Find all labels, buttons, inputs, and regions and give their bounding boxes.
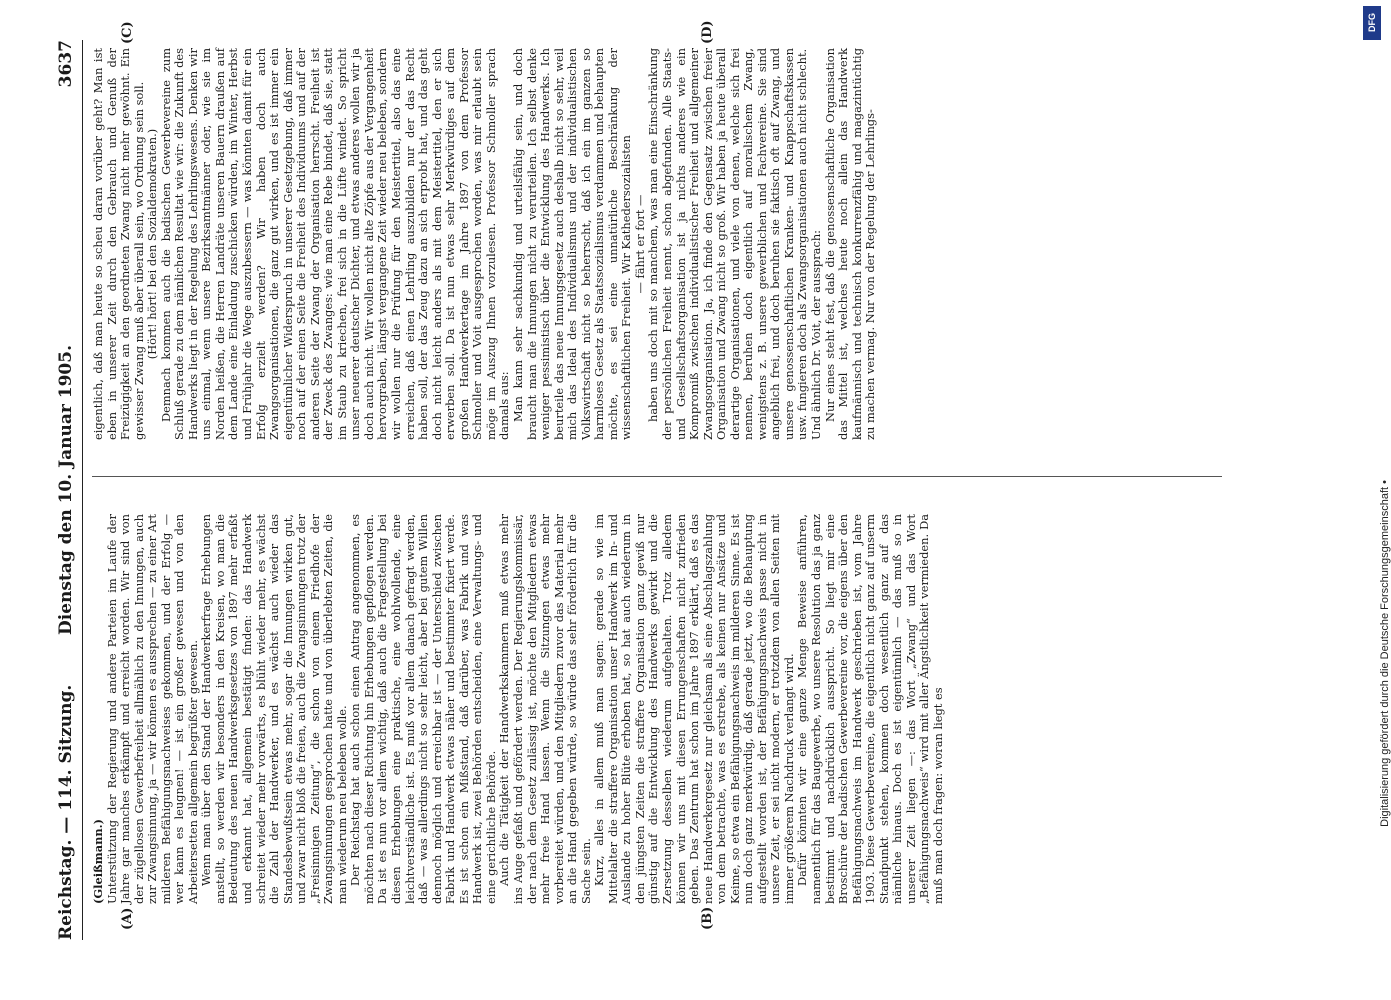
right-text-column: [92, 48, 1222, 440]
paragraph: Auch die Tätigkeit der Handwerkskammern muß etwas mehr ins Auge gefaßt und gefördert werden. Der Regierungskommissär, der nach dem Gesetz zulässig ist, möchte den Mitgliedern etwas mehr freie Hand lassen. Wenn die Sitzungen etwas mehr vorbereitet würden, und den Mitgliedern zuvor das Material mehr an die Hand gegeben würde, so würde das sehr förderlich für die Sache sein.: [497, 514, 593, 904]
margin-marker-c: (C): [120, 21, 135, 44]
page-header: [48, 40, 83, 940]
paragraph: eigentlich, daß man heute so scheu daran vorüber geht? Man ist eben in unserer Zeit durch den Gebrauch und Genuß der Freizügigkeit an den geordneten Zwang nicht mehr gewöhnt. Ein gewisser Zwang muß aber überall sein, wo Ordnung sein soll.: [91, 48, 146, 440]
quotation: Nur eines steht fest, daß die genossenschaftliche Organisation das Mittel ist, welches heute noch allein das Handwerk kaufmännisch und technisch konkurrenzfähig und magazintüchtig zu machen vermag. Nur von der Regelung der Lehrlings-: [822, 48, 878, 440]
paragraph: Und ähnlich Dr. Voit, der aussprach:: [808, 230, 823, 440]
margin-marker-d: (D): [700, 20, 715, 44]
paragraph: Unterstützung der Regierung und andere Parteien im Laufe der Jahre gar manches erkämpft und erreicht worden. Wir sind von der zügellosen Gewerbefreiheit allmählich zu den Innungen, auch zur Zwangsinnung, ja — wir können es aussprechen — zu einer Art milderen Befähigungsnachweises gekommen, und der Erfolg — wer kann es leugnen! — ist ein großer gewesen und von den Arbeitersetten allgemein begrüßter gewesen.: [104, 514, 200, 904]
digitization-sidebar: [1357, 0, 1391, 1000]
left-text-column: [92, 514, 1222, 904]
paragraph: Kurz, alles in allem muß man sagen: gerade so wie im Mittelalter die straffere Organisation unser Handwerk im In- und Auslande zu hoher Blüte erhoben hat, so hat auch wiederum in den jüngsten Zeiten die straffere Organisation ganz gewiß nur günstig auf die Entwicklung des Handwerks gewirkt und die Zersetzung desselben wiederum aufgehalten. Trotz alledem können wir uns mit diesen Errungenschaften nicht zufrieden geben. Das Zentrum hat schon im Jahre 1897 erklärt, daß es das neue Handwerkergesetz nur gleichsam als eine Abschlagszahlung von dem betrachte, was es erstrebe, als keinen nur Ansätze und Keime, so etwa ein Befähigungsnachweis im milderen Sinne. Es ist nun doch ganz merkwürdig, daß gerade jetzt, wo die Behauptung aufgestellt worden ist, der Befähigungsnachweis passe nicht in unsere Zeit, er sei nicht modern, er trotzdem von allen Seiten mit immer größerem Nachdruck verlangt wird.: [592, 514, 796, 904]
header-date: Dienstag den 10. Januar 1905.: [56, 345, 76, 635]
paragraph: Demnach kommen auch die badischen Gewerbevereine zum Schluß gerade zu dem nämlichen Resultat wie wir: die Zukunft des Handwerks liegt in der Regelung des Lehrlingswesens. Denken wir uns einmal, wenn unsere Bezirksamtmänner oder, wie sie im Norden heißen, die Herren Landräte unseren Bauern draußen auf dem Lande eine Einladung zuschicken würden, im Winter, Herbst und Frühjahr die Wege auszubessern — was könnten damit für ein Erfolg erzielt werden? Wir haben doch auch Zwangsorganisationen, die ganz gut wirken, und es ist immer ein eigentümlicher Widerspruch in unserer Gesetzgebung, daß immer noch auf der einen Seite die Freiheit des Individuums und auf der anderen Seite der Zwang der Organisation herrscht. Freiheit ist der Zweck des Zwanges: wie man eine Rebe bindet, daß sie, statt im Staub zu kriechen, frei sich in die Lüfte windet. So spricht unser neuerer deutscher Dichter, und etwas anderes wollen wir ja doch auch nicht. Wir wollen nicht alte Zöpfe aus der Vergangenheit hervorgraben, längst vergangene Zeit wieder neu beleben, sondern wir wollen nur die Prüfung für den Meistertitel, also das eine erreichen, daß einen Lehrling auszubilden nur der das Recht haben soll, der das Zeug dazu an sich erprobt hat, und das geht doch nicht leicht anders als mit dem Meistertitel, den er sich erwerben soll. Da ist nun etwas sehr Merkwürdiges auf dem großen Handwerkertage im Jahre 1897 von dem Professor Schmoller und Voit ausgesprochen worden, was mir erlaubt sein möge im Auszug Ihnen vorzulesen. Professor Schmoller sprach damals aus:: [158, 48, 512, 440]
column-divider: [92, 476, 1222, 477]
speaker-name: (Gleißmann.): [91, 818, 105, 904]
quotation: haben uns doch mit so manchem, was man eine Einschränkung der persönlichen Freiheit nennt, schon abgefunden. Alle Staats- und Gesellschaftsorganisation ist ja nichts anderes wie ein Kompromiß zwischen individualistischer Freiheit und allgemeiner Zwangsorganisation. Ja, ich finde den Gegensatz zwischen freier Organisation und Zwang nicht so groß. Wir haben ja heute überall derartige Organisationen, und viele von denen, welche sich frei nennen, beruhen doch eigentlich auf moralischem Zwang, wenigstens z. B. unsere gewerblichen und Fachvereine. Sie sind angeblich frei, und doch beruhen sie faktisch oft auf Zwang, und unsere genossenschaftlichen Kranken- und Knappschaftskassen usw. fungieren doch als Zwangsorganisationen auch nicht schlecht.: [646, 48, 810, 440]
digitization-note: Digitalisierung gefördert durch die Deutsche Forschungsgemeinschaft •: [1379, 480, 1391, 827]
header-session-title: Reichstag. — 114. Sitzung.: [56, 684, 76, 940]
dfg-logo: DFG: [1363, 6, 1381, 40]
interjection: — fährt er fort —: [632, 194, 647, 294]
margin-marker-a: (A): [120, 907, 135, 930]
paragraph: Wenn man über den Stand der Handwerkerfrage Erhebungen anstellt, so werden wir besonders in den Kreisen, wo man die Bedeutung des neuen Handwerksgesetzes von 1897 mehr erfaßt und erkannt hat, allgemein bestätigt finden: das Handwerk schreitet wieder mehr vorwärts, es blüht wieder mehr, es wächst die Zahl der Handwerker, und es wächst auch wieder das Standesbewußtsein etwas mehr, sogar die Innungen wirken gut, und zwar nicht bloß die freien, auch die Zwangsinnungen trotz der „Freisinnigen Zeitung“, die schon von einem Friedhofe der Zwangsinnungen gesprochen hatte und von überlebten Zeiten, die man wiederum neu beleben wolle.: [199, 514, 349, 904]
header-page-number: 3637: [56, 40, 76, 88]
quotation: Man kann sehr sachkundig und urteilsfähig sein, und doch braucht man die Innungen nicht zu verurteilen. Ich selbst denke weniger pessimistisch über die Entwicklung des Handwerks. Ich beurteile das neue Innungsgesetz auch deshalb nicht so sehr, weil mich das Ideal des Individualismus und der individualistischen Volkswirtschaft nicht so beherrscht, daß ich ein im ganzen so harmloses Gesetz als Staatssozialismus verdammen und behaupten möchte, es sei eine unnatürliche Beschränkung der wissenschaftlichen Freiheit. Wir Kathedersozialisten: [510, 48, 634, 440]
paragraph: Dafür könnten wir eine ganze Menge Beweise anführen, namentlich für das Baugewerbe, wo unsere Resolution das ja ganz bestimmt und nachdrücklich ausspricht. So liegt mir eine Broschüre der badischen Gewerbevereine vor, die eigens über den Befähigungsnachweis im Handwerk geschrieben ist, vom Jahre 1903. Diese Gewerbevereine, die eigentlich nicht ganz auf unserm Standpunkt stehen, kommen doch wesentlich ganz auf das nämliche hinaus. Doch es ist eigentümlich — das muß so in unserer Zeit liegen —: das Wort „Zwang“ und das Wort „Befähigungsnachweis“ wird mit aller Ängstlichkeit vermieden. Da muß man doch fragen: woran liegt es: [795, 514, 945, 904]
margin-marker-b: (B): [700, 906, 715, 930]
interjection: (Hört! hört! bei den Sozialdemokraten.): [145, 128, 160, 360]
paragraph: Der Reichstag hat auch schon einen Antrag angenommen, es möchten nach dieser Richtung hin Erhebungen gepflogen werden. Da ist es nun vor allem wichtig, daß auch die Fragestellung bei diesen Erhebungen eine praktische, eine wohlwollende, eine leichtverständliche ist. Es muß vor allem danach gefragt werden, daß — was allerdings nicht so sehr leicht, aber bei gutem Willen dennoch möglich und erreichbar ist — der Unterschied zwischen Fabrik und Handwerk etwas näher und bestimmter fixiert werde. Es ist schon ein Mißstand, daß darüber, was Fabrik und was Handwerk ist, zwei Behörden entscheiden, eine Verwaltungs- und eine gerichtliche Behörde.: [348, 514, 498, 904]
